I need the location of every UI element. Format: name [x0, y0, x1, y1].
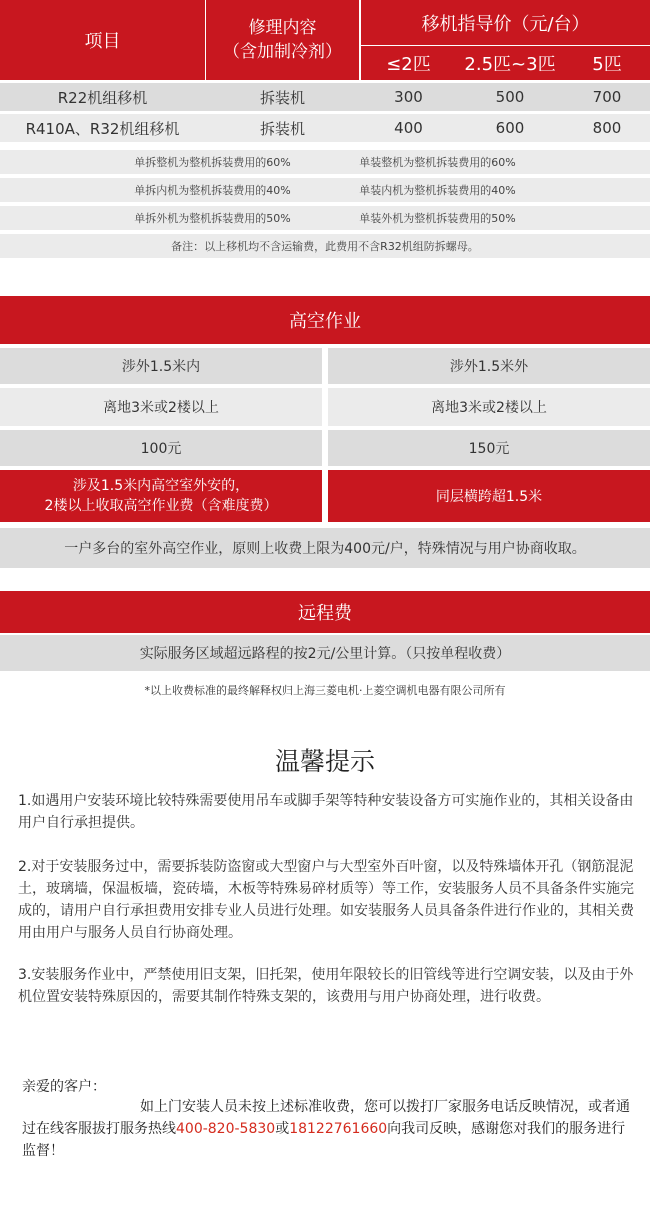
right-price: 150元	[328, 430, 650, 466]
note-left: 单拆外机为整机拆装费用的50%	[134, 212, 291, 225]
remote-fee-text: 实际服务区域超远路程的按2元/公里计算。（只按单程收费）	[0, 635, 650, 671]
right-desc: 同层横跨超1.5米	[328, 470, 650, 522]
note-row	[0, 150, 650, 174]
header-item: 项目	[0, 0, 205, 80]
header-power-level: 5匹	[564, 46, 650, 80]
customer-greeting: 亲爱的客户：	[22, 1079, 106, 1095]
left-desc-line2: 2楼以上收取高空作业费（含难度费）	[44, 498, 278, 514]
remote-fee-title: 远程费	[0, 591, 650, 633]
high-altitude-title: 高空作业	[0, 296, 650, 344]
right-range: 涉外1.5米外	[328, 348, 650, 384]
left-height: 离地3米或2楼以上	[0, 388, 322, 426]
disclaimer: *以上收费标准的最终解释权归上海三菱电机·上菱空调机电器有限公司所有	[144, 684, 506, 697]
tips-title: 温馨提示	[274, 747, 375, 776]
right-height: 离地3米或2楼以上	[328, 388, 650, 426]
customer-note-text	[22, 1096, 632, 1162]
tip-item: 1.如遇用户安装环境比较特殊需要使用吊车或脚手架等特种安装设备方可实施作业的，其相关设备由用户自行承担提供。	[18, 793, 634, 831]
header-repair-content	[205, 0, 360, 80]
row-price: 800	[592, 119, 622, 137]
tip-item: 2.对于安装服务过中，需要拆装防盗窗或大型窗户与大型室外百叶窗，以及特殊墙体开孔（钢筋混泥土，玻璃墙，保温板墙，瓷砖墙，木板等特殊易碎材质等）等工作，安装服务人员不具备条件实施完成的，请用户自行承担费用安排专业人员进行处理。如安装服务人员具备条件进行作业的，其相关费用由用户与服务人员自行协商处理。	[18, 859, 634, 941]
header-repair-line2: （含加制冷剂）	[223, 42, 342, 62]
left-desc	[0, 470, 322, 522]
customer-note-before: 如上门安装人员未按上述标准收费，您可以拨打厂家服务电话反映情况，或者通过在线客服拔打服务热线	[22, 1099, 630, 1137]
header-guide-price: 移机指导价（元/台）	[361, 0, 650, 46]
row-item: R22机组移机	[57, 88, 148, 107]
left-range: 涉外1.5米内	[0, 348, 322, 384]
header-power-level: 2.5匹~3匹	[456, 46, 564, 80]
table-row	[0, 114, 650, 142]
note-right: 单装外机为整机拆装费用的50%	[359, 212, 516, 225]
header-repair-line1: 修理内容	[248, 18, 317, 38]
left-price: 100元	[0, 430, 322, 466]
row-price: 500	[495, 88, 525, 106]
row-price: 300	[394, 88, 423, 106]
left-desc-line1: 涉及1.5米内高空室外安的，	[72, 478, 250, 494]
hotline-1: 400-820-5830	[176, 1121, 276, 1137]
header-power-level: ≤2匹	[361, 46, 456, 80]
row-content: 拆装机	[259, 119, 305, 138]
remark-row: 备注：以上移机均不含运输费，此费用不含R32机组防拆螺母。	[0, 234, 650, 258]
customer-note-after: 向我司反映，感谢您对我们的服务进行监督！	[22, 1121, 626, 1159]
note-row	[0, 178, 650, 202]
note-left: 单拆内机为整机拆装费用的40%	[134, 184, 291, 197]
high-altitude-footer: 一户多台的室外高空作业，原则上收费上限为400元/户，特殊情况与用户协商收取。	[0, 528, 650, 568]
table-row	[0, 83, 650, 111]
row-price: 700	[592, 88, 622, 106]
note-row	[0, 206, 650, 230]
note-right: 单装内机为整机拆装费用的40%	[359, 184, 516, 197]
customer-note-or: 或	[275, 1121, 290, 1137]
tip-item: 3.安装服务作业中，严禁使用旧支架，旧托架，使用年限较长的旧管线等进行空调安装，以及由于外机位置安装特殊原因的，需要其制作特殊支架的，该费用与用户协商处理，进行收费。	[18, 967, 634, 1005]
row-price: 400	[394, 119, 423, 137]
row-content: 拆装机	[259, 88, 305, 107]
row-price: 600	[495, 119, 525, 137]
row-item: R410A、R32机组移机	[25, 119, 180, 138]
note-left: 单拆整机为整机拆装费用的60%	[134, 156, 291, 169]
hotline-2: 18122761660	[289, 1121, 388, 1137]
note-right: 单装整机为整机拆装费用的60%	[359, 156, 516, 169]
move-price-table-header	[0, 0, 650, 80]
